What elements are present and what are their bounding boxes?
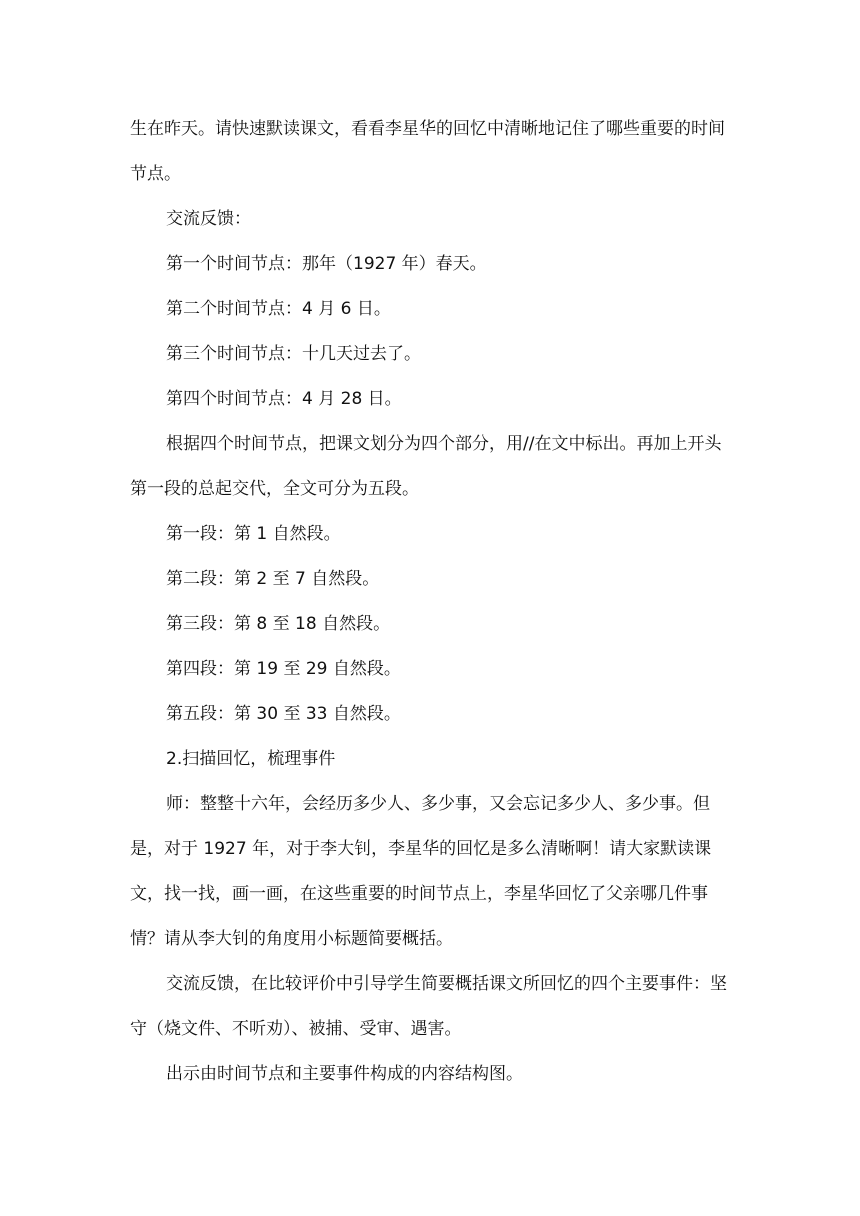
paragraph-11: 第四段：第 19 至 29 自然段。 [166,659,401,679]
paragraph-14: 师：整整十六年，会经历多少人、多少事，又会忘记多少人、多少事。但是，对于 1927 年，对于李大钊，李星华的回忆是多么清晰啊！请大家默读课文，找一找，画一画，在这些重要的时间节点上，李星华回忆了父亲哪几件事情？请从李大钊的角度用小标题简要概括。 [130,794,712,949]
paragraph-6: 第四个时间节点：4 月 28 日。 [166,389,402,409]
paragraph-8: 第一段：第 1 自然段。 [166,524,341,544]
paragraph-12: 第五段：第 30 至 33 自然段。 [166,704,401,724]
paragraph-7: 根据四个时间节点，把课文划分为四个部分，用//在文中标出。再加上开头第一段的总起交代，全文可分为五段。 [130,434,722,499]
paragraph-3: 第一个时间节点：那年（1927 年）春天。 [166,254,487,274]
paragraph-1: 生在昨天。请快速默读课文，看看李星华的回忆中清晰地记住了哪些重要的时间节点。 [130,119,725,184]
paragraph-15: 交流反馈，在比较评价中引导学生简要概括课文所回忆的四个主要事件：坚守（烧文件、不听劝）、被捕、受审、遇害。 [130,974,727,1039]
paragraph-16: 出示由时间节点和主要事件构成的内容结构图。 [166,1064,523,1084]
paragraph-9: 第二段：第 2 至 7 自然段。 [166,569,380,589]
paragraph-5: 第三个时间节点：十几天过去了。 [166,344,421,364]
document-body [130,107,734,1097]
paragraph-2: 交流反馈： [166,209,251,229]
paragraph-10: 第三段：第 8 至 18 自然段。 [166,614,391,634]
paragraph-4: 第二个时间节点：4 月 6 日。 [166,299,391,319]
section-heading: 2.扫描回忆，梳理事件 [166,749,336,769]
